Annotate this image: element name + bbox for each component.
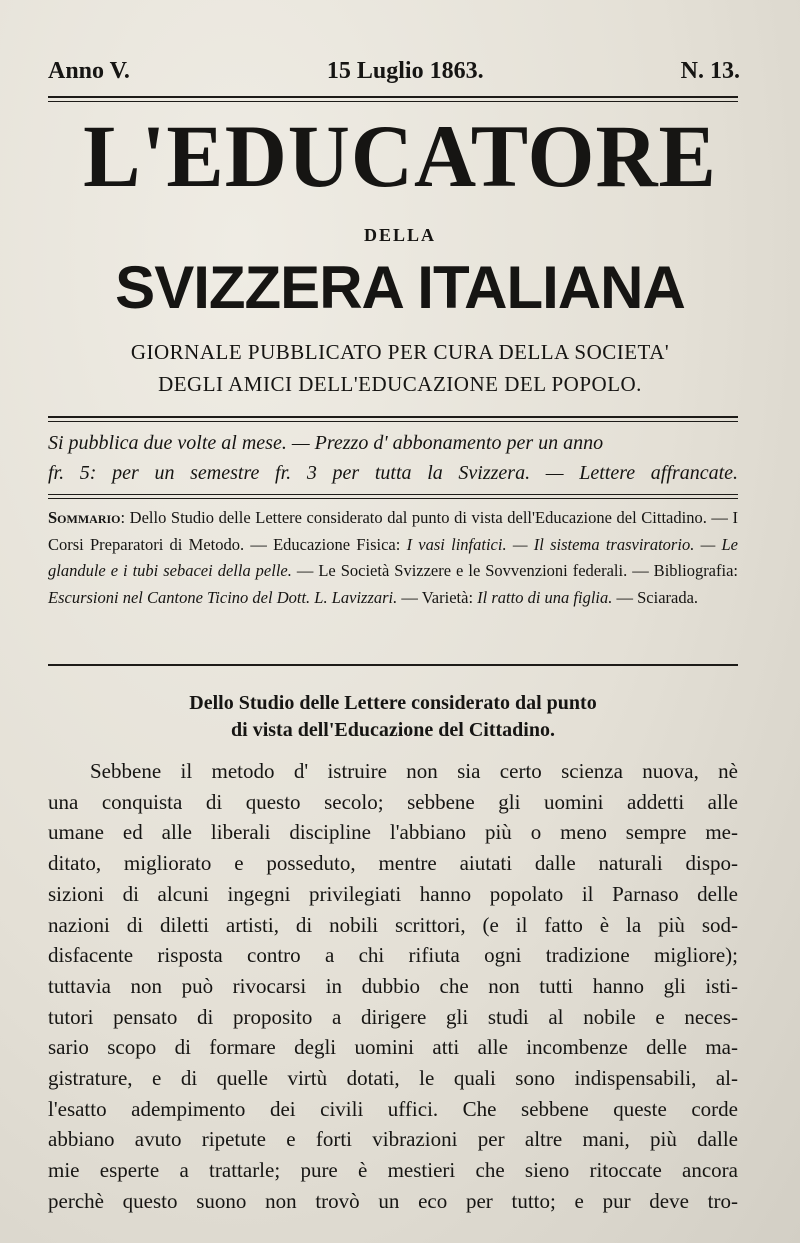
publication-rule xyxy=(48,494,738,495)
article-line: perchè questo suono non trovò un eco per tutto; e pur deve tro- xyxy=(48,1188,738,1213)
summary-italic-2: Escursioni nel Cantone Ticino del Dott. L. Lavizzari. xyxy=(48,587,398,607)
masthead-rule xyxy=(48,416,738,418)
issue-number: N. 13. xyxy=(680,58,740,84)
article-line: tutori pensato di proposito a dirigere gli studi al nobile e neces- xyxy=(48,1004,738,1029)
volume-label: Anno V. xyxy=(48,58,130,84)
article-line: gistrature, e di quelle virtù dotati, le quali sono indispensabili, al- xyxy=(48,1066,738,1091)
article-title-line1: Dello Studio delle Lettere considerato dal punto xyxy=(189,692,597,714)
masthead-title: L'EDUCATORE xyxy=(83,106,717,206)
summary-italic-1: I vasi linfatici. — Il sistema trasviratorio. — Le glandule e i tubi sebacei della pelle. xyxy=(48,534,738,580)
article-line: ditato, migliorato e posseduto, mentre aiutati dalle naturali dispo- xyxy=(48,851,738,876)
summary-rule xyxy=(48,664,738,666)
summary-italic-3: Il ratto di una figlia. xyxy=(477,587,613,607)
article-line: mie esperte a trattarle; pure è mestieri che sieno ritoccate ancora xyxy=(48,1158,738,1183)
publication-rule-2 xyxy=(48,498,738,499)
issue-header xyxy=(48,58,740,85)
masthead-della: DELLA xyxy=(363,225,436,245)
header-rule-thin xyxy=(48,101,738,102)
article-body xyxy=(48,756,738,1217)
summary-text-4: — Sciarada. xyxy=(612,587,699,607)
article-line: sario scopo di formare degli uomini atti alle incombenze delle ma- xyxy=(48,1035,738,1060)
article-line: una conquista di questo secolo; sebbene gli uomini addetti alle xyxy=(48,789,738,814)
header-rule xyxy=(48,96,738,98)
masthead-rule-thin xyxy=(48,421,738,422)
publication-info-line1: Si pubblica due volte al mese. — Prezzo d' abbonamento per un anno xyxy=(48,432,604,454)
masthead-description-line2: DEGLI AMICI DELL'EDUCAZIONE DEL POPOLO. xyxy=(158,372,642,396)
masthead-subtitle: SVIZZERA ITALIANA xyxy=(115,254,685,321)
article-line: nazioni di diletti artisti, di nobili scrittori, (e il fatto è la più sod- xyxy=(48,912,738,937)
summary-text-2: — Le Società Svizzere e le Sovvenzioni federali. — Bibliografia: xyxy=(291,561,738,580)
issue-date: 15 Luglio 1863. xyxy=(326,58,484,84)
article-line: tuttavia non può rivocarsi in dubbio che non tutti hanno gli isti- xyxy=(48,973,738,998)
publication-info-line2: fr. 5: per un semestre fr. 3 per tutta la Svizzera. — Lettere affrancate. xyxy=(48,462,738,484)
summary-text-3: — Varietà: xyxy=(397,587,478,607)
article-line: disfacente risposta contro a chi rifiuta ogni tradizione migliore); xyxy=(48,943,738,968)
article-title xyxy=(48,690,738,744)
summary-text-1: : Dello Studio delle Lettere considerato dal punto di vista dell'Educazione del Cittadino. — I Corsi Preparatori di Metodo. — Educazione Fisica: xyxy=(48,508,738,554)
masthead-description-line1: GIORNALE PUBBLICATO PER CURA DELLA SOCIETA' xyxy=(130,340,670,364)
summary-label: Sommario xyxy=(48,508,121,527)
article-line: umane ed alle liberali discipline l'abbiano più o meno sempre me- xyxy=(48,820,738,845)
summary xyxy=(48,505,738,611)
article-title-line2: di vista dell'Educazione del Cittadino. xyxy=(231,719,555,741)
article-line: Sebbene il metodo d' istruire non sia certo scienza nuova, nè xyxy=(90,759,738,783)
article-line: sizioni di alcuni ingegni privilegiati hanno popolato il Parnaso delle xyxy=(48,881,738,906)
article-line: abbiano avuto ripetute e forti vibrazioni per altre mani, più dalle xyxy=(48,1127,738,1152)
article-line: l'esatto adempimento dei civili uffici. Che sebbene queste corde xyxy=(48,1096,738,1121)
publication-info xyxy=(48,428,738,488)
